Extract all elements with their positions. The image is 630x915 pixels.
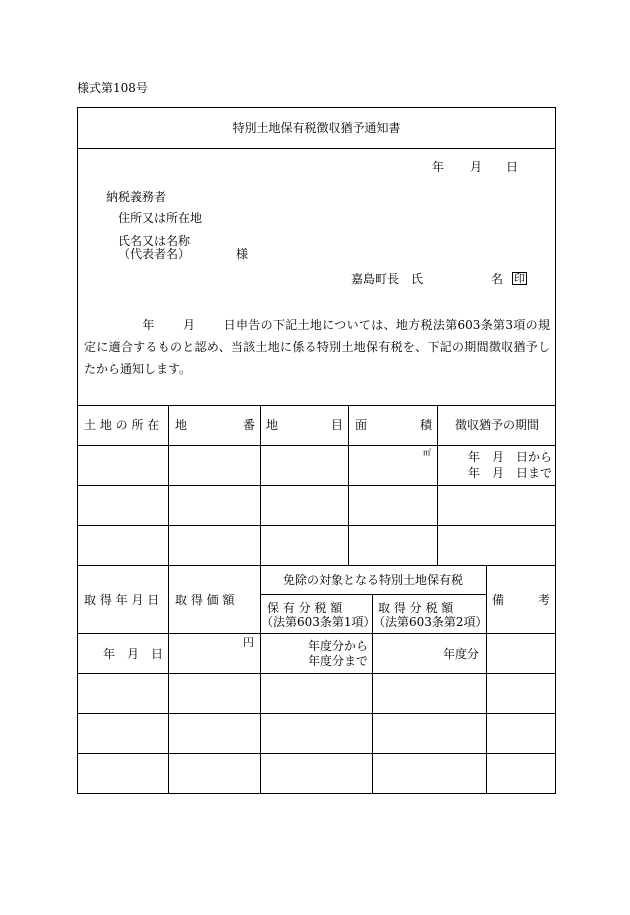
tax-col-line — [260, 565, 261, 794]
tax-row-line — [77, 753, 556, 754]
header-location: 土 地 の 所 在 — [84, 418, 160, 432]
body-year: 年 — [142, 318, 155, 332]
address-label: 住所又は所在地 — [118, 211, 203, 225]
name-label: 氏名又は名称 — [118, 234, 191, 248]
tax-table-top — [77, 565, 556, 566]
seal-mark: 印 — [514, 272, 525, 285]
header-area-a: 面 — [355, 418, 368, 432]
period-from: 年 月 日から — [468, 450, 553, 464]
taxpayer-heading: 納税義務者 — [106, 190, 167, 204]
tax-row-line — [77, 673, 556, 674]
header-holding-tax-law: （法第603条第1項） — [261, 615, 376, 629]
period-to: 年 月 日まで — [468, 466, 553, 480]
notice-body — [84, 314, 550, 380]
header-category-a: 地 — [266, 418, 279, 432]
date-year: 年 — [432, 160, 445, 174]
acquisition-date-placeholder: 年 月 日 — [103, 647, 164, 661]
document-title: 特別土地保有税徴収猶予通知書 — [232, 121, 401, 135]
issuer-title: 嘉島町長 氏 — [351, 272, 424, 286]
tax-col-line — [486, 565, 487, 794]
header-acquisition-date: 取 得 年 月 日 — [84, 593, 160, 607]
exempt-group-divider — [260, 594, 486, 595]
title-divider — [77, 148, 556, 149]
land-table-top — [77, 405, 556, 406]
body-month: 月 — [182, 318, 196, 332]
body-text: 日申告の下記土地については、地方税法第603条第3項の規定に適合するものと認め、当該土地に係る特別土地保有税を、下記の期間徴収猶予したから通知します。 — [84, 318, 550, 376]
header-exempt-group: 免除の対象となる特別土地保有税 — [282, 573, 463, 587]
land-col-line — [437, 405, 438, 565]
header-acquisition-price: 取 得 価 額 — [175, 593, 235, 607]
header-area-b: 積 — [420, 418, 433, 432]
date-month: 月 — [470, 160, 483, 174]
land-col-line — [260, 405, 261, 565]
tax-col-line — [168, 565, 169, 794]
land-col-line — [348, 405, 349, 565]
header-lot-a: 地 — [175, 418, 188, 432]
fiscal-year: 年度分 — [443, 647, 480, 661]
fiscal-year-from: 年度分から — [308, 639, 369, 653]
tax-row-line — [77, 713, 556, 714]
header-period: 徴収猶予の期間 — [455, 418, 540, 432]
header-acquisition-tax-law: （法第603条第2項） — [373, 615, 488, 629]
land-col-line — [168, 405, 169, 565]
issuer-name-suffix: 名 — [491, 272, 504, 286]
fiscal-year-to: 年度分まで — [308, 654, 369, 668]
tax-row-line — [77, 633, 556, 634]
area-unit: ㎡ — [423, 448, 431, 457]
land-row-line — [77, 445, 556, 446]
land-row-line — [77, 525, 556, 526]
header-remarks-a: 備 — [492, 593, 505, 607]
honorific: 様 — [236, 247, 249, 261]
price-unit: 円 — [243, 636, 254, 649]
date-day: 日 — [506, 160, 519, 174]
header-lot-b: 番 — [243, 418, 256, 432]
form-number: 様式第108号 — [77, 81, 148, 95]
header-category-b: 目 — [331, 418, 344, 432]
header-acquisition-tax: 取 得 分 税 額 — [378, 601, 454, 615]
header-remarks-b: 考 — [538, 593, 551, 607]
land-row-line — [77, 485, 556, 486]
representative-label: （代表者名） — [118, 247, 191, 261]
header-holding-tax: 保 有 分 税 額 — [267, 601, 343, 615]
